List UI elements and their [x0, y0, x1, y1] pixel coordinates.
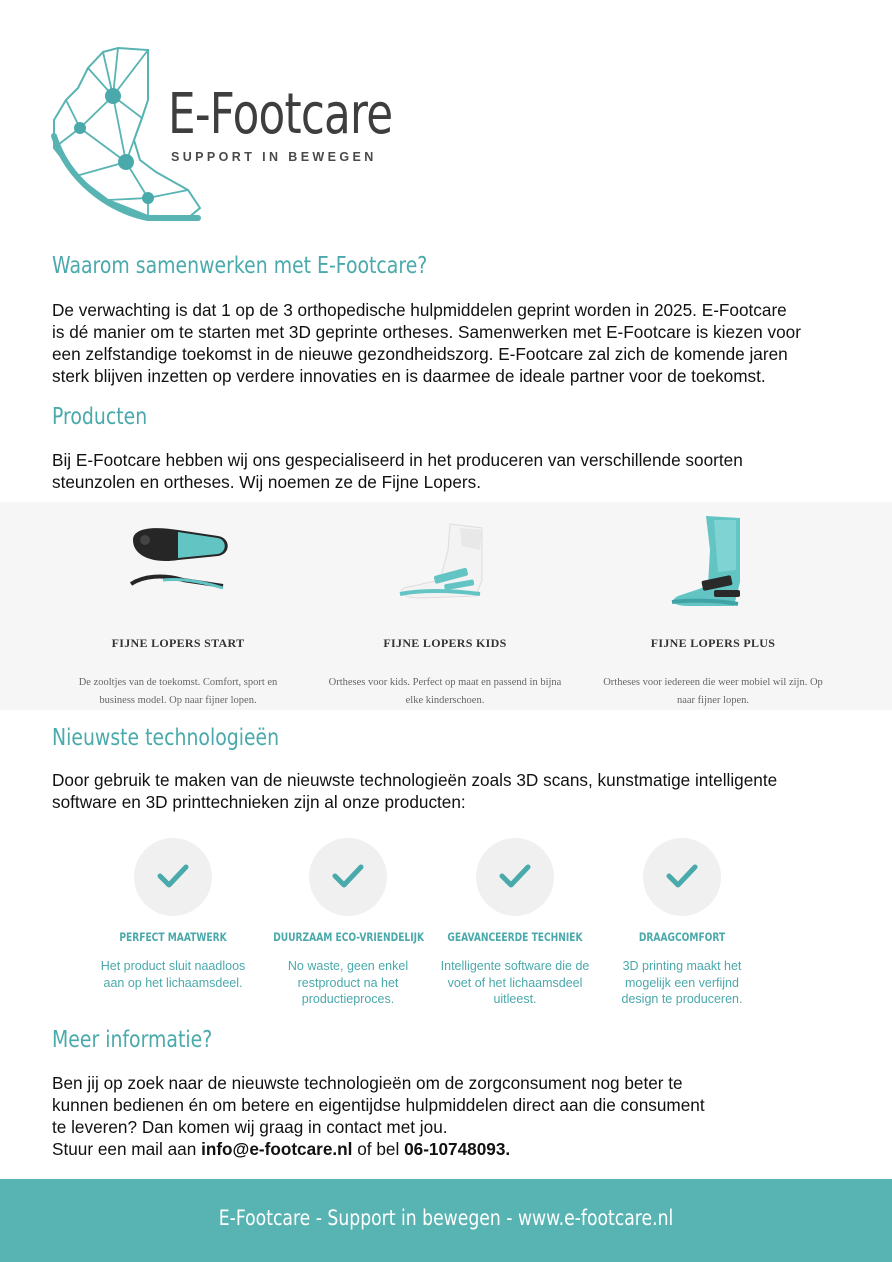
info-heading: Meer informatie? [52, 1027, 213, 1053]
text-line: Ben jij op zoek naar de nieuwste technologieën om de zorgconsument nog beter te [52, 1073, 683, 1093]
product-name: FIJNE LOPERS PLUS [650, 636, 776, 650]
text-line: mogelijk een verfijnd [625, 975, 739, 990]
product-desc [48, 674, 308, 710]
text-line: kunnen bedienen én om betere en eigentijdse hulpmiddelen direct aan die consument [52, 1095, 705, 1115]
text-line: is dé manier om te starten met 3D geprinte ortheses. Samenwerken met E-Footcare is kiezen voor [52, 322, 801, 342]
text-line: voet of het lichaamsdeel [447, 975, 583, 990]
footer-text[interactable]: E-Footcare - Support in bewegen - www.e-footcare.nl [218, 1206, 674, 1230]
text-line: Ortheses voor iedereen die weer mobiel wil zijn. Op [603, 677, 823, 688]
text-line: software en 3D printtechnieken zijn al onze producten: [52, 792, 466, 812]
tech-heading: Nieuwste technologieën [52, 725, 280, 751]
product-desc [315, 674, 575, 710]
phone-number[interactable]: 06-10748093. [404, 1139, 511, 1159]
contact-prefix: Stuur een mail aan [52, 1139, 202, 1159]
text-line: restproduct na het [297, 975, 399, 990]
text-line: productieproces. [301, 992, 395, 1006]
feature-desc [88, 958, 258, 991]
logo [48, 40, 418, 230]
text-line: steunzolen en ortheses. Wij noemen ze de Fijne Lopers. [52, 472, 481, 492]
text-line: sterk blijven inzetten op verdere innovaties en is daarmee de ideale partner voor de toekomst. [52, 366, 766, 386]
why-heading: Waarom samenwerken met E-Footcare? [52, 253, 428, 279]
feature-circle [134, 838, 212, 916]
text-line: 3D printing maakt het [622, 959, 742, 973]
feature-draagcomfort [597, 838, 767, 1008]
text-line: De verwachting is dat 1 op de 3 orthopedische hulpmiddelen geprint worden in 2025. E-Footcare [52, 300, 787, 320]
kids-orthosis-icon [390, 510, 500, 610]
brand-name: E-Footcare [168, 82, 393, 147]
text-line: design te produceren. [621, 992, 743, 1006]
feature-desc [597, 958, 767, 1008]
feature-title: GEAVANCEERDE TECHNIEK [447, 930, 583, 944]
product-card-start[interactable] [38, 502, 318, 710]
feature-circle [643, 838, 721, 916]
text-line: uitleest. [493, 992, 537, 1006]
text-line: No waste, geen enkel [287, 959, 409, 973]
product-desc [583, 674, 843, 710]
feature-circle [476, 838, 554, 916]
text-line: Ortheses voor kids. Perfect op maat en passend in bijna [328, 677, 562, 688]
email-link[interactable]: info@e-footcare.nl [201, 1139, 353, 1159]
check-icon [157, 863, 189, 889]
text-line: Het product sluit naadloos [100, 959, 246, 973]
feature-title: DRAAGCOMFORT [638, 930, 726, 944]
text-line: business model. Op naar fijner lopen. [99, 695, 257, 706]
product-card-plus[interactable] [573, 502, 853, 710]
contact-line [52, 1138, 852, 1160]
product-name: FIJNE LOPERS KIDS [383, 636, 507, 650]
products-band [0, 502, 892, 710]
insole-icon [123, 510, 233, 600]
tech-paragraph [52, 769, 852, 813]
text-line: Door gebruik te maken van de nieuwste technologieën zoals 3D scans, kunstmatige intelligente [52, 770, 778, 790]
feature-geavanceerd [430, 838, 600, 1008]
text-line: Intelligente software die de [440, 959, 590, 973]
feature-perfect-maatwerk [88, 838, 258, 991]
check-icon [499, 863, 531, 889]
contact-mid: of bel [352, 1139, 405, 1159]
feature-title: DUURZAAM ECO-VRIENDELIJK [273, 930, 425, 944]
footer [0, 1179, 892, 1262]
why-paragraph [52, 299, 852, 387]
text-line: naar fijner lopen. [676, 695, 749, 706]
check-icon [666, 863, 698, 889]
text-line: De zooltjes van de toekomst. Comfort, sport en [78, 677, 278, 688]
product-card-kids[interactable] [305, 502, 585, 710]
products-paragraph [52, 449, 852, 493]
brand-tagline: SUPPORT IN BEWEGEN [171, 150, 377, 164]
feature-desc [263, 958, 433, 1008]
info-paragraph [52, 1072, 852, 1160]
plus-orthosis-icon [658, 510, 768, 610]
feature-title: PERFECT MAATWERK [119, 930, 227, 944]
products-heading: Producten [52, 404, 148, 430]
check-icon [332, 863, 364, 889]
text-line: een zelfstandige toekomst in de nieuwe gezondheidszorg. E-Footcare zal zich de komende jaren [52, 344, 788, 364]
text-line: Bij E-Footcare hebben wij ons gespecialiseerd in het produceren van verschillende soorten [52, 450, 743, 470]
text-line: te leveren? Dan komen wij graag in contact met jou. [52, 1117, 448, 1137]
text-line: aan op het lichaamsdeel. [103, 975, 243, 990]
feature-desc [430, 958, 600, 1008]
feature-circle [309, 838, 387, 916]
product-name: FIJNE LOPERS START [111, 636, 245, 650]
text-line: elke kinderschoen. [405, 695, 485, 706]
feature-duurzaam [263, 838, 433, 1008]
